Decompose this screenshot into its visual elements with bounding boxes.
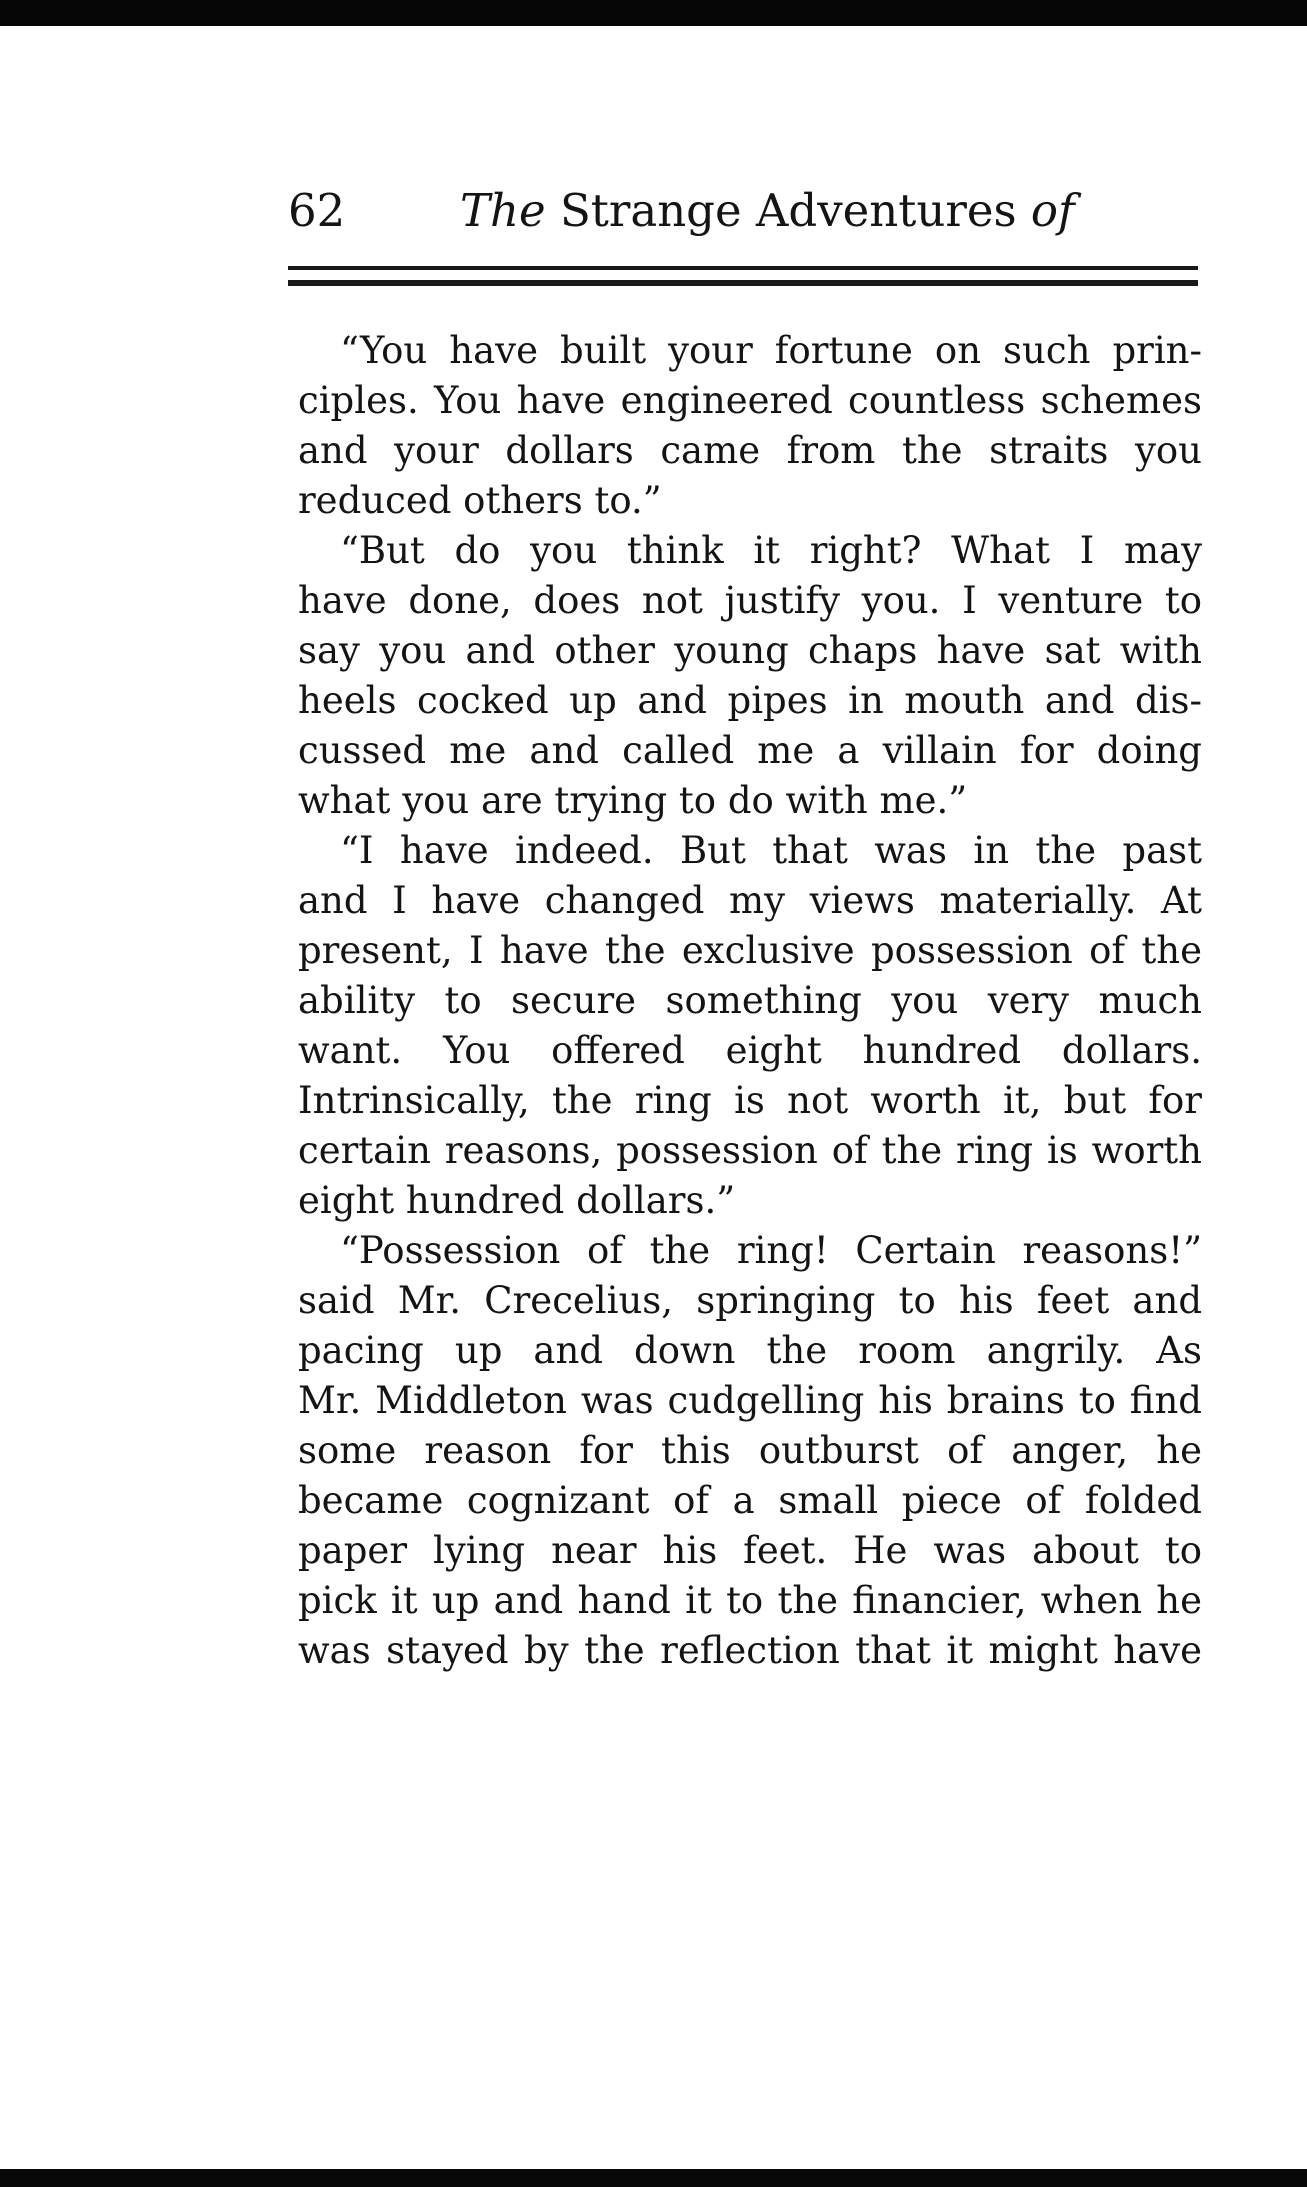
text-line: “But do you think it right? What I may [340, 529, 1202, 572]
text-line: say you and other young chaps have sat with [298, 629, 1202, 672]
text-line: Mr. Middleton was cudgelling his brains to find [298, 1379, 1202, 1422]
paragraph [298, 1226, 1202, 1676]
body-text [298, 326, 1202, 1676]
text-line: present, I have the exclusive possession of the [298, 929, 1202, 972]
text-line: became cognizant of a small piece of folded [298, 1479, 1202, 1522]
text-line: heels cocked up and pipes in mouth and dis- [298, 679, 1202, 722]
running-title-prefix: The [460, 184, 546, 237]
page-bottom-edge [0, 2169, 1307, 2187]
text-line: said Mr. Crecelius, springing to his feet and [298, 1279, 1202, 1322]
text-line: Intrinsically, the ring is not worth it, but for [298, 1079, 1202, 1122]
text-line: “You have built your fortune on such prin- [340, 329, 1202, 372]
text-line: have done, does not justify you. I venture to [298, 579, 1202, 622]
header-rule-thick [288, 280, 1198, 286]
text-line: cussed me and called me a villain for doing [298, 729, 1202, 772]
header-rule-thin [288, 266, 1198, 270]
text-line: paper lying near his feet. He was about to [298, 1529, 1202, 1572]
running-title-main: Strange Adventures [559, 184, 1017, 237]
paragraph [298, 326, 1202, 526]
text-line: and I have changed my views materially. At [298, 879, 1202, 922]
text-line: ability to secure something you very much [298, 979, 1202, 1022]
text-line: and your dollars came from the straits you [298, 429, 1202, 472]
running-header [288, 176, 1200, 246]
paragraph [298, 526, 1202, 826]
running-title [460, 176, 1075, 246]
page-top-edge [0, 0, 1307, 26]
paragraph [298, 826, 1202, 1226]
text-line: “Possession of the ring! Certain reasons!” [340, 1229, 1202, 1272]
text-line: want. You offered eight hundred dollars. [298, 1029, 1202, 1072]
text-line: reduced others to.” [298, 479, 662, 522]
text-line: “I have indeed. But that was in the past [340, 829, 1202, 872]
text-line: eight hundred dollars.” [298, 1179, 736, 1222]
running-title-suffix: of [1030, 184, 1075, 237]
text-line: was stayed by the reflection that it might have [298, 1629, 1202, 1672]
text-line: certain reasons, possession of the ring is worth [298, 1129, 1202, 1172]
text-line: ciples. You have engineered countless schemes [298, 379, 1202, 422]
text-line: pacing up and down the room angrily. As [298, 1329, 1202, 1372]
text-line: some reason for this outburst of anger, he [298, 1429, 1202, 1472]
text-line: what you are trying to do with me.” [298, 779, 968, 822]
page-number: 62 [288, 184, 346, 237]
text-line: pick it up and hand it to the financier, when he [298, 1579, 1202, 1622]
